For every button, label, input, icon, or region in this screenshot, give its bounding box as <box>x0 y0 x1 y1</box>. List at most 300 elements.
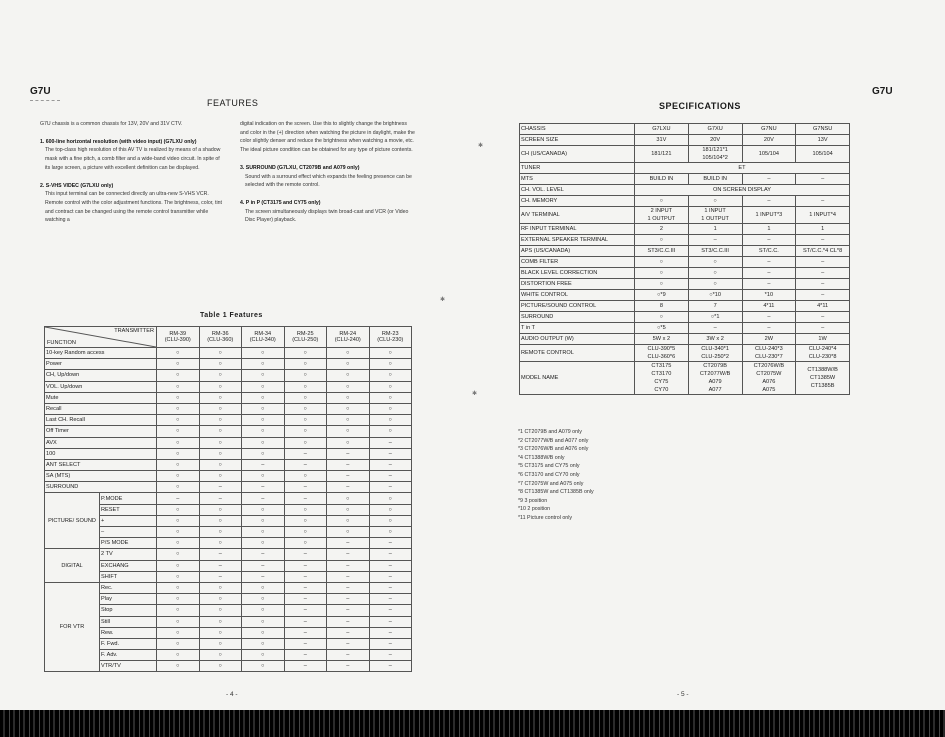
function-label-cell: 100 <box>45 448 157 459</box>
spec-value-cell: – <box>796 279 850 290</box>
cell-line: CT2075W <box>756 371 782 377</box>
support-cell: – <box>369 560 412 571</box>
spec-value-cell: ○*1 <box>688 312 742 323</box>
cell-line: CLU-390*5 <box>647 346 676 352</box>
spec-value-cell: 7 <box>688 301 742 312</box>
support-cell: ○ <box>327 493 370 504</box>
support-cell: ○ <box>242 381 285 392</box>
support-cell: ○ <box>199 471 242 482</box>
spec-value-cell: 20V <box>688 135 742 146</box>
support-cell: ○ <box>157 638 200 649</box>
table1-row <box>45 571 412 582</box>
scan-edge-strip <box>0 710 945 737</box>
spec-label-cell: COMB FILTER <box>520 257 635 268</box>
footnote: *7 CT2075W and A075 only <box>518 480 584 487</box>
support-cell: ○ <box>157 482 200 493</box>
cell-line: CLU-240*4 <box>808 346 837 352</box>
support-cell: – <box>369 437 412 448</box>
spec-value-cell: ○ <box>635 268 689 279</box>
spec-value-cell: G7NSU <box>796 124 850 135</box>
support-cell: – <box>242 549 285 560</box>
support-cell: – <box>369 471 412 482</box>
cell-line: CT2079B <box>703 363 727 369</box>
transmitter-label: TRANSMITTER <box>114 328 154 334</box>
function-label-cell: VTR/TV <box>100 661 157 672</box>
transmitter-code: (CLU-230) <box>377 337 404 343</box>
features-table <box>44 326 412 672</box>
support-cell: ○ <box>242 638 285 649</box>
support-cell: ○ <box>157 370 200 381</box>
function-label-cell: SURROUND <box>45 482 157 493</box>
binding-mark: ✱ <box>472 391 478 397</box>
spec-row <box>520 124 850 135</box>
transmitter-model: RM-39 <box>169 331 187 337</box>
support-cell: ○ <box>157 448 200 459</box>
spec-value-cell: 20V <box>742 135 796 146</box>
spec-label-cell: BLACK LEVEL CORRECTION <box>520 268 635 279</box>
spec-value-cell <box>742 345 796 362</box>
function-group-cell: PICTURE/ SOUND <box>45 493 100 549</box>
function-label-cell: Rew. <box>100 627 157 638</box>
support-cell: ○ <box>284 415 327 426</box>
spec-value-cell: – <box>742 312 796 323</box>
feature-1-body: The top-class high resolution of this AV TV is realized by means of a shadow mask with a fine pitch, a comb filter and a wide-band video circuit. In spite of its large screen, a picture with excellent definition can be displayed. <box>45 147 221 171</box>
support-cell: ○ <box>199 426 242 437</box>
support-cell: ○ <box>199 370 242 381</box>
support-cell: – <box>157 493 200 504</box>
function-label-cell: Stop <box>100 605 157 616</box>
transmitter-model: RM-36 <box>211 331 229 337</box>
support-cell: ○ <box>369 415 412 426</box>
support-cell: ○ <box>327 415 370 426</box>
feature-1-heading: 1. 600-line horizontal resolution (with video input) (G7LXU only) <box>40 138 197 145</box>
function-label-cell: F. Adv. <box>100 650 157 661</box>
spec-label-cell: CH. MEMORY <box>520 196 635 207</box>
spec-label-cell: CHASSIS <box>520 124 635 135</box>
support-cell: ○ <box>199 627 242 638</box>
spec-value-cell: – <box>688 235 742 246</box>
support-cell: ○ <box>327 359 370 370</box>
spec-value-cell: 3W x 2 <box>688 334 742 345</box>
support-cell: ○ <box>242 370 285 381</box>
spec-row <box>520 224 850 235</box>
table1-corner-cell <box>45 327 157 348</box>
specifications-title: SPECIFICATIONS <box>659 101 741 111</box>
chassis-code-left: G7U <box>30 86 51 97</box>
features-title: FEATURES <box>207 98 259 108</box>
footnote: *6 CT3170 and CY70 only <box>518 471 580 478</box>
support-cell: – <box>242 482 285 493</box>
support-cell: – <box>199 571 242 582</box>
spec-row <box>520 290 850 301</box>
spec-label-cell: PICTURE/SOUND CONTROL <box>520 301 635 312</box>
support-cell: ○ <box>284 348 327 359</box>
spec-row <box>520 185 850 196</box>
support-cell: ○ <box>327 504 370 515</box>
transmitter-code: (CLU-360) <box>207 337 234 343</box>
transmitter-code: (CLU-250) <box>292 337 319 343</box>
support-cell: ○ <box>327 515 370 526</box>
spec-value-cell: 1 INPUT*3 <box>742 207 796 224</box>
table1-row <box>45 415 412 426</box>
specifications-table <box>519 123 850 395</box>
cell-line: CT1385B <box>810 383 835 389</box>
spec-value-cell: – <box>742 257 796 268</box>
cell-line: 1 OUTPUT <box>701 216 729 222</box>
support-cell: – <box>369 571 412 582</box>
support-cell: ○ <box>284 527 327 538</box>
spec-value-cell <box>635 207 689 224</box>
support-cell: ○ <box>242 504 285 515</box>
support-cell: ○ <box>199 359 242 370</box>
support-cell: ○ <box>242 538 285 549</box>
spec-value-cell: 1 INPUT*4 <box>796 207 850 224</box>
spec-value-cell: 4*11 <box>742 301 796 312</box>
spec-value-cell: – <box>796 323 850 334</box>
support-cell: ○ <box>242 616 285 627</box>
support-cell: – <box>369 627 412 638</box>
footnote: *2 CT2077W/B and A077 only <box>518 437 589 444</box>
support-cell: ○ <box>284 392 327 403</box>
function-label-cell: 10-key Random access <box>45 348 157 359</box>
spec-value-cell: ST/C.C.*4 CL*8 <box>796 246 850 257</box>
table1-row <box>45 437 412 448</box>
spec-value-cell: BUILD IN <box>635 174 689 185</box>
footnote: *5 CT3175 and CY75 only <box>518 463 580 470</box>
support-cell: ○ <box>327 527 370 538</box>
spec-row <box>520 207 850 224</box>
table1-row <box>45 661 412 672</box>
transmitter-model: RM-23 <box>381 331 399 337</box>
support-cell: ○ <box>199 504 242 515</box>
support-cell: ○ <box>284 515 327 526</box>
cell-line: 1 INPUT <box>704 208 726 214</box>
support-cell: ○ <box>242 415 285 426</box>
spec-label-cell: MTS <box>520 174 635 185</box>
feature-2-heading: 2. S-VHS VIDEC (G7LXU only) <box>40 182 114 189</box>
support-cell: ○ <box>284 359 327 370</box>
support-cell: ○ <box>242 605 285 616</box>
support-cell: ○ <box>199 381 242 392</box>
table1-row <box>45 616 412 627</box>
support-cell: – <box>369 661 412 672</box>
support-cell: – <box>327 560 370 571</box>
support-cell: ○ <box>157 426 200 437</box>
support-cell: – <box>369 638 412 649</box>
page-number-left: - 4 - <box>226 691 238 698</box>
support-cell: ○ <box>369 359 412 370</box>
support-cell: ○ <box>157 560 200 571</box>
transmitter-column-header <box>327 327 370 348</box>
spec-value-cell: 1 <box>742 224 796 235</box>
support-cell: ○ <box>157 415 200 426</box>
spec-value-cell: – <box>742 323 796 334</box>
support-cell: ○ <box>369 504 412 515</box>
support-cell: – <box>284 549 327 560</box>
support-cell: ○ <box>157 381 200 392</box>
support-cell: – <box>369 448 412 459</box>
support-cell: ○ <box>369 493 412 504</box>
spec-label-cell: A/V TERMINAL <box>520 207 635 224</box>
cell-line: CY75 <box>654 379 669 385</box>
support-cell: – <box>369 482 412 493</box>
support-cell: ○ <box>242 348 285 359</box>
support-cell: – <box>284 650 327 661</box>
function-label-cell: Last CH. Recall <box>45 415 157 426</box>
support-cell: – <box>327 661 370 672</box>
spec-value-cell: G7LXU <box>635 124 689 135</box>
spec-value-cell <box>796 362 850 395</box>
table1-row <box>45 538 412 549</box>
support-cell: ○ <box>157 661 200 672</box>
support-cell: ○ <box>199 638 242 649</box>
support-cell: ○ <box>199 348 242 359</box>
cell-line: A077 <box>708 387 722 393</box>
spec-value-cell: – <box>688 323 742 334</box>
support-cell: – <box>242 459 285 470</box>
spec-label-cell: TUNER <box>520 163 635 174</box>
function-label-cell: RESET <box>100 504 157 515</box>
table1-row <box>45 515 412 526</box>
spec-value-cell: – <box>796 290 850 301</box>
transmitter-model: RM-25 <box>296 331 314 337</box>
support-cell: – <box>284 493 327 504</box>
support-cell: ○ <box>242 426 285 437</box>
support-cell: ○ <box>199 527 242 538</box>
table1-row <box>45 459 412 470</box>
support-cell: – <box>327 571 370 582</box>
support-cell: ○ <box>157 538 200 549</box>
cell-line: CLU-340*1 <box>701 346 729 352</box>
footnote: *1 CT2079B and A079 only <box>518 429 582 435</box>
table1-row <box>45 493 412 504</box>
cell-line: CLU-240*3 <box>755 346 783 352</box>
spec-value-cell: *10 <box>742 290 796 301</box>
support-cell: ○ <box>242 437 285 448</box>
spec-row <box>520 146 850 163</box>
function-label-cell: ANT SELECT <box>45 459 157 470</box>
support-cell: – <box>369 594 412 605</box>
table1-row <box>45 560 412 571</box>
footnote: *8 CT1385W and CT1385B only <box>518 489 594 496</box>
support-cell: – <box>284 582 327 593</box>
support-cell: ○ <box>157 627 200 638</box>
support-cell: ○ <box>242 403 285 414</box>
spec-value-cell <box>688 146 742 163</box>
function-label-cell: P/S MODE <box>100 538 157 549</box>
spec-label-cell: CH. VOL. LEVEL <box>520 185 635 196</box>
support-cell: ○ <box>242 527 285 538</box>
spec-label-cell: DISTORTION FREE <box>520 279 635 290</box>
support-cell: ○ <box>242 594 285 605</box>
function-label-cell: Recall <box>45 403 157 414</box>
spec-row <box>520 163 850 174</box>
spec-value-cell: ○ <box>635 196 689 207</box>
spec-value-cell: – <box>742 279 796 290</box>
support-cell: – <box>369 538 412 549</box>
function-label-cell: Play <box>100 594 157 605</box>
spec-value-cell: 13V <box>796 135 850 146</box>
spec-value-cell: 2W <box>742 334 796 345</box>
support-cell: – <box>369 459 412 470</box>
table1-header-row <box>45 327 412 348</box>
cell-line: CY70 <box>654 387 669 393</box>
support-cell: ○ <box>284 538 327 549</box>
support-cell: ○ <box>369 426 412 437</box>
function-label-cell: + <box>100 515 157 526</box>
support-cell: ○ <box>157 403 200 414</box>
features-left-column <box>40 120 225 234</box>
support-cell: ○ <box>199 448 242 459</box>
support-cell: ○ <box>199 661 242 672</box>
support-cell: ○ <box>157 582 200 593</box>
support-cell: ○ <box>369 403 412 414</box>
table1-row <box>45 370 412 381</box>
support-cell: ○ <box>242 448 285 459</box>
spec-value-cell: 1W <box>796 334 850 345</box>
function-label: FUNCTION <box>47 340 76 346</box>
spec-value-cell: ○ <box>635 312 689 323</box>
spec-row <box>520 268 850 279</box>
footnote: *4 CT1388W/B only <box>518 454 565 461</box>
support-cell: – <box>284 448 327 459</box>
function-label-cell: Off Timer <box>45 426 157 437</box>
spec-row <box>520 279 850 290</box>
support-cell: – <box>284 638 327 649</box>
spec-value-cell: ○*10 <box>688 290 742 301</box>
spec-label-cell: REMOTE CONTROL <box>520 345 635 362</box>
spec-value-cell: 105/104 <box>796 146 850 163</box>
spec-value-cell: ○ <box>688 196 742 207</box>
support-cell: ○ <box>327 348 370 359</box>
spec-value-cell: 181/121 <box>635 146 689 163</box>
spec-value-cell: – <box>796 235 850 246</box>
table1-row <box>45 392 412 403</box>
support-cell: ○ <box>157 527 200 538</box>
support-cell: – <box>199 549 242 560</box>
function-label-cell: Mute <box>45 392 157 403</box>
support-cell: – <box>327 638 370 649</box>
support-cell: ○ <box>199 459 242 470</box>
transmitter-code: (CLU-390) <box>164 337 191 343</box>
function-label-cell: EXCHANG <box>100 560 157 571</box>
spec-label-cell: APS (US/CANADA) <box>520 246 635 257</box>
spec-row <box>520 362 850 395</box>
spec-value-cell <box>742 362 796 395</box>
support-cell: ○ <box>284 381 327 392</box>
cell-line: CLU-360*6 <box>647 354 676 360</box>
header-rule <box>30 100 60 101</box>
function-label-cell: Power <box>45 359 157 370</box>
support-cell: ○ <box>157 392 200 403</box>
support-cell: – <box>327 594 370 605</box>
support-cell: – <box>327 616 370 627</box>
support-cell: – <box>242 493 285 504</box>
binding-mark: ✱ <box>440 297 446 303</box>
support-cell: ○ <box>199 594 242 605</box>
support-cell: ○ <box>327 437 370 448</box>
cell-line: CT2076W/B <box>753 363 785 369</box>
chassis-code-right: G7U <box>872 86 893 97</box>
support-cell: ○ <box>242 582 285 593</box>
table1-row <box>45 605 412 616</box>
support-cell: ○ <box>242 650 285 661</box>
spec-label-cell: SURROUND <box>520 312 635 323</box>
function-label-cell: SA (MTS) <box>45 471 157 482</box>
support-cell: – <box>327 471 370 482</box>
transmitter-column-header <box>284 327 327 348</box>
feature-2-body: This input terminal can be connected directly an ultra-new S-VHS VCR. Remote control with the color adjustment functions. The brightness, color, tint and contract can be changed using the remote control transmitter while watching a <box>45 191 222 224</box>
function-label-cell: F. Fwd. <box>100 638 157 649</box>
transmitter-column-header <box>199 327 242 348</box>
transmitter-column-header <box>369 327 412 348</box>
support-cell: – <box>369 549 412 560</box>
spec-value-cell: – <box>796 196 850 207</box>
spec-row <box>520 257 850 268</box>
table1-row <box>45 650 412 661</box>
support-cell: ○ <box>284 504 327 515</box>
support-cell: ○ <box>327 426 370 437</box>
support-cell: ○ <box>199 403 242 414</box>
support-cell: ○ <box>284 426 327 437</box>
support-cell: ○ <box>157 571 200 582</box>
spec-value-cell: 1 <box>688 224 742 235</box>
spec-row <box>520 135 850 146</box>
cell-line: CLU-250*2 <box>701 354 729 360</box>
cell-line: CLU-230*7 <box>755 354 783 360</box>
transmitter-column-header <box>157 327 200 348</box>
support-cell: – <box>242 560 285 571</box>
spec-value-cell: ○ <box>688 279 742 290</box>
support-cell: ○ <box>157 348 200 359</box>
footnote: *10 2 position <box>518 506 551 513</box>
support-cell: – <box>242 571 285 582</box>
function-label-cell: Rec. <box>100 582 157 593</box>
support-cell: – <box>284 661 327 672</box>
spec-value-cell <box>688 345 742 362</box>
support-cell: – <box>327 549 370 560</box>
support-cell: ○ <box>157 504 200 515</box>
spec-row <box>520 235 850 246</box>
spec-label-cell: RF INPUT TERMINAL <box>520 224 635 235</box>
support-cell: – <box>284 605 327 616</box>
function-label-cell: CH, Up/down <box>45 370 157 381</box>
cell-line: 181/121*1 <box>702 147 728 153</box>
spec-row <box>520 323 850 334</box>
feature-3-body: Sound with a surround effect which expands the feeling presence can be selected with the remote control. <box>245 173 412 189</box>
support-cell: – <box>284 627 327 638</box>
support-cell: ○ <box>369 370 412 381</box>
cell-line: A075 <box>762 387 776 393</box>
spec-value-cell: – <box>742 196 796 207</box>
spec-value-cell: ○ <box>688 257 742 268</box>
spec-row <box>520 345 850 362</box>
spec-value-cell: 5W x 2 <box>635 334 689 345</box>
transmitter-column-header <box>242 327 285 348</box>
cell-line: A076 <box>762 379 776 385</box>
spec-value-cell: – <box>742 268 796 279</box>
spec-label-cell: WHITE CONTROL <box>520 290 635 301</box>
support-cell: – <box>327 538 370 549</box>
spec-value-cell <box>796 345 850 362</box>
spec-label-cell: AUDIO OUTPUT (W) <box>520 334 635 345</box>
features-intro: G7U chassis is a common chassis for 13V, 20V and 31V CTV. <box>40 121 183 127</box>
spec-value-cell: ST3/C.C.III <box>635 246 689 257</box>
support-cell: – <box>327 605 370 616</box>
table1-row <box>45 471 412 482</box>
support-cell: ○ <box>242 471 285 482</box>
spec-label-cell: T in T <box>520 323 635 334</box>
